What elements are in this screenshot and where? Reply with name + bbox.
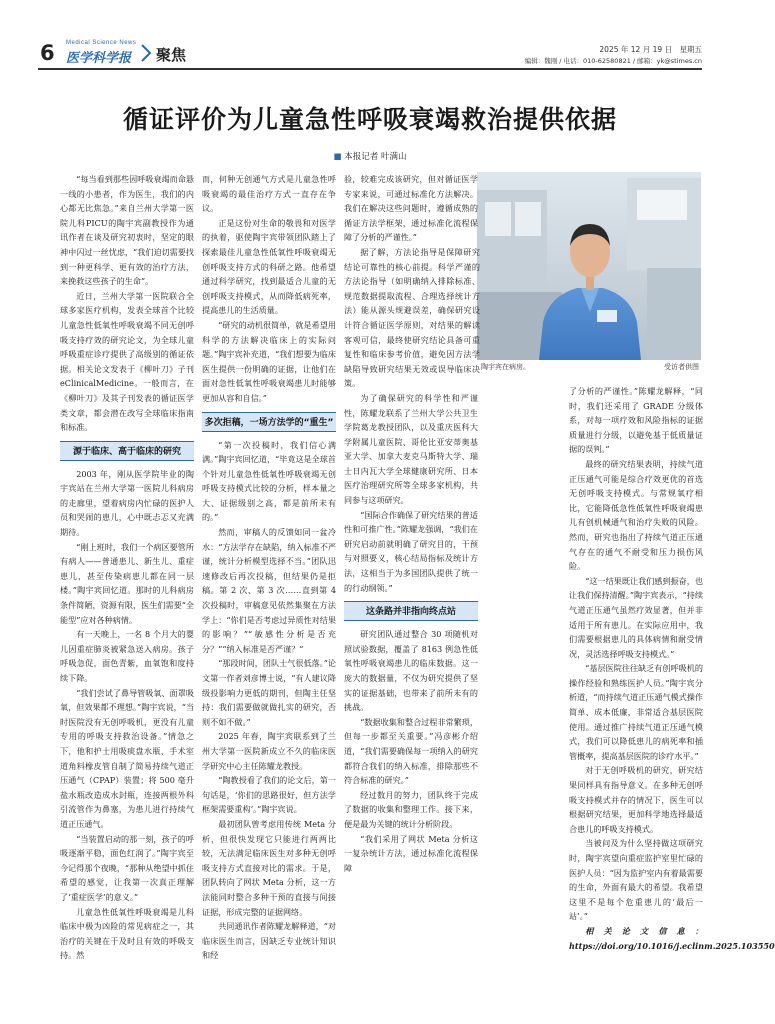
paragraph: 为了确保研究的科学性和严谨性，陈耀龙联系了兰州大学公共卫生学院葛龙教授团队，以及重庆医科大学附属儿童医院、哥伦比亚安蒂奥基亚大学、加拿大麦克马斯特大学、瑞士日内瓦大学全球健康研究所、日本医疗治理研究所等全球多家机构，共同参与这项研究。 — [344, 392, 478, 506]
paragraph: “我们尝试了鼻导管吸氧、面罩吸氧，但效果都不理想。”陶宇宾说，“当时医院没有无创呼吸机，更没有儿童专用的呼吸支持救治设备。”情急之下，他和护士用吸痰盘水瓶、手术室道角料橡皮管自制了简易持续气道正压通气（CPAP）装置；将 500 毫升盐水瓶改造成水封瓶，连接两根外科引流管作为鼻塞，为患儿进行持续气道正压通气。 — [60, 687, 194, 829]
paragraph: “基层医院往往缺乏有创呼吸机的操作经验和熟练医护人员。”陶宇宾分析道，“而持续气道正压通气模式操作简单、成本低廉，非常适合基层医院使用。通过推广持续气道正压通气模式，我们可以降低患儿的病死率和插管概率，提高基层医院的诊疗水平。” — [569, 663, 703, 761]
paragraph: 经过数月的努力，团队终于完成了数据的收集和整理工作。接下来，便是最为关键的统计分析阶段。 — [344, 789, 478, 829]
paragraph: “刚上班时，我们一个病区要管所有病人——普通患儿、新生儿、重症患儿，甚至传染病患儿都在同一层楼。”陶宇宾回忆道。那时的儿科病房条件简陋，资源有限，医生们需要“全能型”应对各种病情。 — [60, 541, 194, 625]
paper-reference[interactable]: 相关论文信息：https://doi.org/10.1016/j.eclinm.2025.103550 — [569, 925, 775, 951]
subhead-origin: 源于临床、高于临床的研究 — [60, 441, 194, 461]
paragraph: 然而，审稿人的反馈如同一盆冷水：“方法学存在缺陷，纳入标准不严谨，统计分析模型选择不当。”团队迅速修改后再次投稿，但结果仍是拒稿。第 2 次、第 3 次……直到第 4 次投稿时，审稿意见依然集聚在方法学上：“你们是否考虑过异质性对结果的影响？”“敏感性分析是否充分？”“纳入标准是否严谨？” — [202, 527, 336, 654]
page-number: 6 — [40, 41, 55, 65]
page-header — [0, 0, 740, 70]
subhead-not-the-end: 这条路并非指向终点站 — [344, 601, 478, 621]
column-2 — [202, 172, 336, 972]
paragraph: “陶教授看了我们的论文后，第一句话是，‘你们的思路很好，但方法学框架需要重构’。”陶宇宾说。 — [202, 775, 336, 815]
paragraph: “每当看到那些因呼吸衰竭而命悬一线的小患者，作为医生，我们的内心都无比焦急。”来自兰州大学第一医院儿科PICU的陶宇宾副教授作为通讯作者在谈及研究初衷时，坚定的眼神中闪过一丝忧虑，“我们迫切需要找到一种更科学、更有效的治疗方法，来挽救这些孩子的生命”。 — [60, 174, 194, 287]
paragraph: “我们采用了网状 Meta 分析这一复杂统计方法，通过标准化流程保障 — [344, 833, 478, 873]
column-1 — [60, 172, 194, 972]
masthead-english: Medical Science News — [66, 40, 137, 46]
paragraph: “这一结果既让我们感到振奋，也让我们保持清醒。”陶宇宾表示，“持续气道正压通气虽然疗效显著，但并非适用于所有患儿。在实际应用中，我们需要根据患儿的具体病情和耐受情况，灵活选择呼吸支持模式。” — [569, 575, 703, 659]
column-4 — [569, 384, 775, 974]
bullet-icon: ■ — [333, 152, 342, 162]
paragraph: “那段时间，团队士气很低落。”论文第一作者刘彦博士说，“有人建议降级投影响力更低的期刊，但陶主任坚持：我们需要做就做扎实的研究，否则不如不做。” — [202, 658, 336, 727]
paragraph: 了分析的严谨性。”陈耀龙解释，“同时，我们还采用了 GRADE 分级体系，对每一项疗效和风险指标的证据质量进行分级，以避免基于低质量证据的误判。” — [569, 386, 703, 455]
editor-contact: 编辑：魏刚 / 电话：010-62580821 / 邮箱：yk@stimes.cn — [524, 57, 702, 65]
paragraph: 2003 年，刚从医学院毕业的陶宇宾站在兰州大学第一医院儿科病房的走廊里，望着病房内忙碌的医护人员和哭闹的患儿，心中既忐忑又充满期待。 — [60, 468, 194, 538]
photo-credit: 受访者供图 — [664, 363, 699, 371]
paragraph: “研究的动机很简单，就是希望用科学的方法解决临床上的实际问题。”陶宇宾补充道，“我们想要为临床医生提供一份明确的证据，让他们在面对急性低氧性呼吸衰竭患儿时能够更加从容和自信。” — [202, 319, 336, 403]
byline-text: 本报记者 叶满山 — [344, 152, 407, 162]
header-rule — [38, 68, 702, 70]
paragraph: “第一次投稿时，我们信心满满。”陶宇宾回忆道，“毕竟这是全球首个针对儿童急性低氧性呼吸衰竭无创呼吸支持模式比较的分析，样本量之大、证据级别之高，都是前所未有的。” — [202, 439, 336, 523]
subhead-rejections: 多次拒稿，一场方法学的“重生” — [202, 412, 336, 432]
paragraph: 而，何种无创通气方式是儿童急性呼吸衰竭的最佳治疗方式一直存在争议。 — [202, 174, 336, 214]
paragraph: 正是这份对生命的敬畏和对医学的执着，驱使陶宇宾带领团队踏上了探索最佳儿童急性低氧性呼吸衰竭无创呼吸支持方式的科研之路。他希望通过科学研究，找到最适合儿童的无创呼吸支持模式，从而降低病死率，提高患儿的生活质量。 — [202, 217, 336, 316]
paragraph: 近日，兰州大学第一医院联合全球多家医疗机构，发表全球首个比较儿童急性低氧性呼吸衰竭不同无创呼吸支持疗效的研究论文，为全球儿童呼吸重症诊疗提供了高级别的循证依据。相关论文发表于《柳叶刀》子刊eClinicalMedicine。一般而言，在《柳叶刀》及其子刊发表的循证医学类文章，都会潜在改写全球临床指南和标准。 — [60, 290, 194, 433]
paragraph: 对于无创呼吸机的研究，研究结果同样具有指导意义。在多种无创呼吸支持模式并存的情况下，医生可以根据研究结果，更加科学地选择最适合患儿的呼吸支持模式。 — [569, 765, 703, 834]
paragraph: 当被问及为什么坚持做这项研究时，陶宇宾望向重症监护室里忙碌的医护人员：“因为监护室内有着最需要的生命，外面有最大的希望。我希望这里不是每个危重患儿的‘最后一站’。” — [569, 838, 703, 922]
paragraph: 儿童急性低氧性呼吸衰竭是儿科临床中极为凶险的常见病症之一，其治疗的关键在于及时且有效的呼吸支持。然 — [60, 906, 194, 961]
doctor-portrait-icon — [477, 172, 701, 360]
paragraph: 有一天晚上，一名 8 个月大的婴儿因重症肺炎被紧急送入病房。孩子呼吸急促，面色青紫，血氧饱和度持续下降。 — [60, 629, 194, 683]
paragraph: 最终的研究结果表明，持续气道正压通气可能是综合疗效更优的首选无创呼吸支持模式。与常规氧疗相比，它能降低急性低氧性呼吸衰竭患儿有创机械通气和治疗失败的风险。然而，研究也指出了持续气道正压通气存在的通气不耐受和压力损伤风险。 — [569, 458, 703, 572]
paragraph: 验，较难完成该研究，但对循证医学专家来说，可通过标准化方法解决。我们在解决这些问题时，遵循成熟的循证方法学框架，通过标准化流程保障了分析的严谨性。” — [344, 174, 478, 243]
paragraph: “当装置启动的那一刻，孩子的呼吸逐渐平稳，面色红润了。”陶宇宾至今记得那个夜晚，“那种从绝望中抓住希望的感觉，让我第一次真正理解了‘重症医学’的意义。” — [60, 833, 194, 902]
issue-date: 2025 年 12 月 19 日 星期五 — [599, 45, 702, 54]
paragraph: “国际合作确保了研究结果的普适性和可推广性。”陈耀龙强调，“我们在研究启动前就明确了研究目的，干预与对照要义，核心结局指标及统计方法，这相当于为多国团队提供了统一的行动纲领。” — [344, 509, 478, 593]
paragraph: 据了解，方法论指导是保障研究结论可靠性的核心前提。科学严谨的方法论指导（如明确纳入排除标准、规范数据提取流程、合理选择统计方法）能从源头规避误差，确保研究设计符合循证医学原则，对结果的解读客观可信，最终使研究结论具备可重复性和临床参考价值，避免因方法学缺陷导致研究结果无效或误导临床决策。 — [344, 246, 480, 389]
paragraph: 研究团队通过整合 30 项随机对照试验数据，覆盖了 8163 例急性低氧性呼吸衰竭患儿的临床数据。这一庞大的数据量，不仅为研究提供了坚实的证据基础，也带来了前所未有的挑战。 — [344, 629, 478, 713]
portrait-photo — [477, 172, 701, 360]
column-3 — [344, 172, 478, 972]
paragraph: 共同通讯作者陈耀龙解释道，“对临床医生而言，因缺乏专业统计知识和经 — [202, 921, 336, 961]
chevron-right-icon — [140, 44, 152, 62]
masthead-chinese: 医学科学报 — [66, 51, 132, 66]
section-name: 聚焦 — [156, 46, 187, 64]
article-title: 循证评价为儿童急性呼吸衰竭救治提供依据 — [122, 105, 617, 134]
paragraph: 2025 年春，陶宇宾联系到了兰州大学第一医院新成立不久的临床医学研究中心主任陈耀龙教授。 — [202, 731, 336, 771]
paragraph: 最初团队曾考虑用传统 Meta 分析，但很快发现它只能进行两两比较，无法满足临床医生对多种无创呼吸支持方式直接对比的需求。于是，团队转向了网状 Meta 分析，这一方法能同时整合多种干预的直接与间接证据，形成完整的证据网络。 — [202, 818, 336, 917]
paragraph: “数据收集和整合过程非常繁琐，但每一步都至关重要。”冯彦彬介绍道，“我们需要确保每一项纳入的研究都符合我们的纳入标准，排除那些不符合标准的研究。” — [344, 716, 478, 786]
caption-text: 陶宇宾在病房。 — [481, 363, 530, 371]
byline — [0, 150, 740, 162]
masthead — [66, 40, 136, 66]
